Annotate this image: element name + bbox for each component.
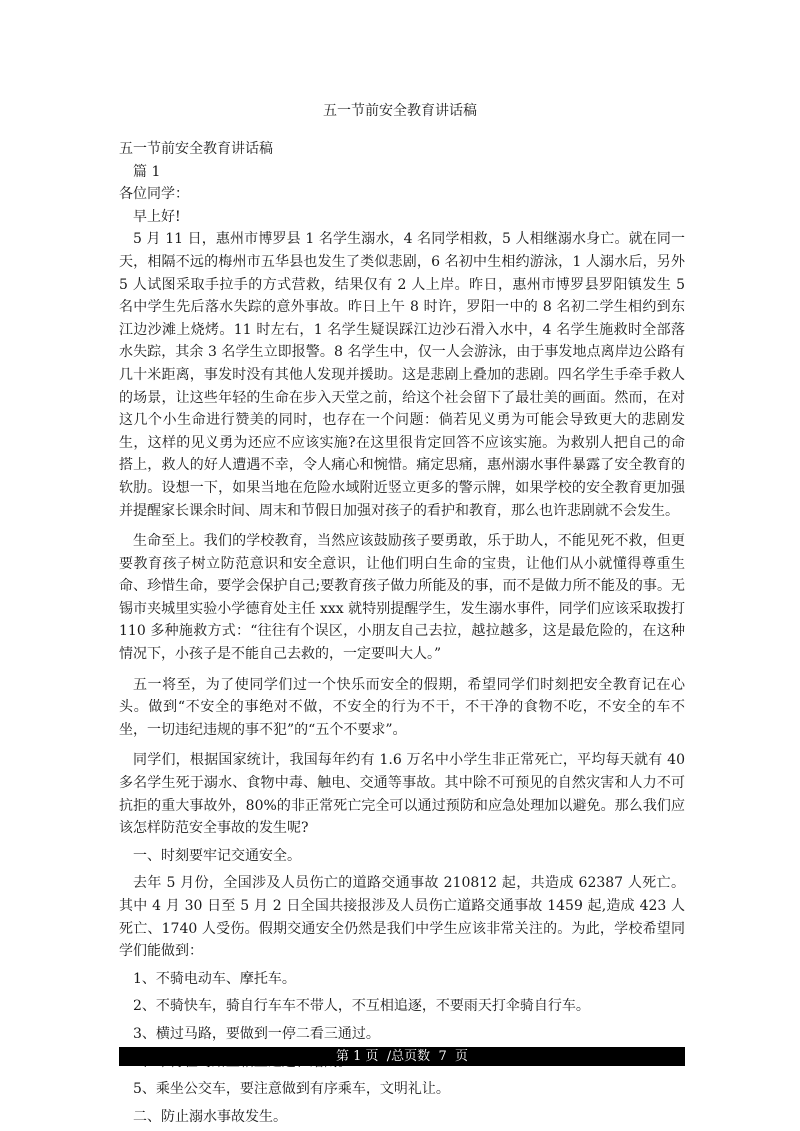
section-title-drowning: 二、防止溺水事故发生。 [133,1108,287,1125]
paragraph-may-day: 五一将至，为了使同学们过一个快乐而安全的假期，希望同学们时刻把安全教育记在心头。做到“不安全的事绝对不做，不安全的行为不干，不干净的食物不吃，不安全的车不坐，一切违纪违规的事不犯”的“五个不要求”。 [119,676,685,738]
greeting: 早上好! [133,208,181,225]
document-heading: 五一节前安全教育讲话稿 [119,141,273,157]
list-item: 1、不骑电动车、摩托车。 [133,970,296,987]
paragraph-life-first: 生命至上。我们的学校教育，当然应该鼓励孩子要勇敢，乐于助人，不能见死不救，但更要教育孩子树立防范意识和安全意识，让他们明白生命的宝贵，让他们从小就懂得尊重生命、珍惜生命，要学会保护自己;要教育孩子做力所能及的事，而不是做力所不能及的事。无锡市夹城里实验小学德育处主任 xxx 就特别提醒学生，发生溺水事件，同学们应该采取拨打 110 多种施救方式：“往往有个误区，小朋友自己去拉，越拉越多，这是最危险的，在这种情况下，小孩子是不能自己去救的，一定要叫大人。” [119,533,685,663]
page-footer [119,1047,685,1066]
page-number-label: 第 1 页 /总页数 7 页 [336,1049,468,1064]
page-title: 五一节前安全教育讲话稿 [323,103,477,119]
section-title-traffic: 一、时刻要牢记交通安全。 [133,847,301,864]
list-item: 2、不骑快车，骑自行车车不带人，不互相追逐，不要雨天打伞骑自行车。 [133,998,590,1015]
list-item: 3、横过马路，要做到一停二看三通过。 [133,1025,380,1042]
list-item: 5、乘坐公交车，要注意做到有序乘车，文明礼让。 [133,1081,450,1098]
section-label: 篇 1 [133,163,161,180]
paragraph-statistics: 同学们，根据国家统计，我国每年约有 1.6 万名中小学生非正常死亡，平均每天就有 40 多名学生死于溺水、食物中毒、触电、交通等事故。其中除不可预见的自然灾害和人力不可抗拒的重大事故外，80%的非正常死亡完全可以通过预防和应急处理加以避免。那么我们应该怎样防范安全事故的发生呢? [119,752,685,837]
paragraph-incident: 5 月 11 日，惠州市博罗县 1 名学生溺水，4 名同学相救，5 人相继溺水身亡。就在同一天，相隔不远的梅州市五华县也发生了类似悲剧，6 名初中生相约游泳，1 人溺水后，另外 5 人试图采取手拉手的方式营救，结果仅有 2 人上岸。昨日，惠州市博罗县罗阳镇发生 5 名中学生先后落水失踪的意外事故。昨日上午 8 时许，罗阳一中的 8 名初二学生相约到东江边沙滩上烧烤。11 时左右，1 名学生疑误踩江边沙石滑入水中，4 名学生施救时全部落水失踪，其余 3 名学生立即报警。8 名学生中，仅一人会游泳，由于事发地点离岸边公路有几十米距离，事发时没有其他人发现并援助。这是悲剧上叠加的悲剧。四名学生手牵手救人的场景，让这些年轻的生命在步入天堂之前，给这个社会留下了最壮美的画面。然而，在对这几个小生命进行赞美的同时，也存在一个问题：倘若见义勇为可能会导致更大的悲剧发生，这样的见义勇为还应不应该实施?在这里很肯定回答不应该实施。为救别人把自己的命搭上，救人的好人遭遇不幸，令人痛心和惋惜。痛定思痛，惠州溺水事件暴露了安全教育的软肋。设想一下，如果当地在危险水域附近竖立更多的警示牌，如果学校的安全教育更加强并提醒家长课余时间、周末和节假日加强对孩子的看护和教育，那么也许悲剧就不会发生。 [119,231,685,519]
salutation: 各位同学： [119,186,189,203]
document-body [119,138,685,1128]
paragraph-traffic: 去年 5 月份，全国涉及人员伤亡的道路交通事故 210812 起，共造成 62387 人死亡。其中 4 月 30 日至 5 月 2 日全国共接报涉及人员伤亡道路交通事故 1459 起,造成 423 人死亡、1740 人受伤。假期交通安全仍然是我们中学生应该非常关注的。为此，学校希望同学们能做到： [119,875,685,960]
